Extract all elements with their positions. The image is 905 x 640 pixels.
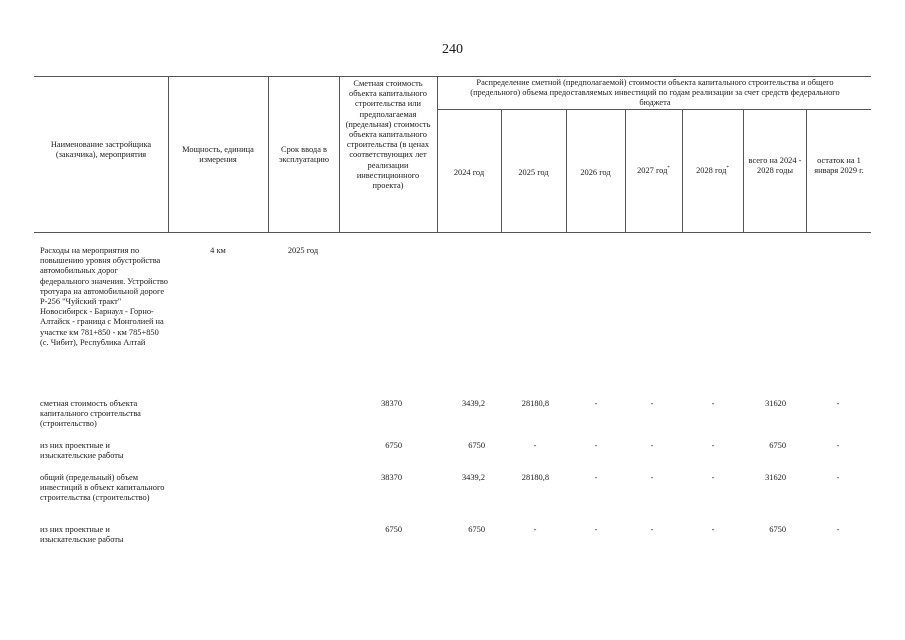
row-label: сметная стоимость объекта капитального строительства (строительство)	[40, 399, 141, 429]
page-number: 240	[442, 42, 463, 57]
row-label: общий (предельный) объем инвестиций в объект капитального строительства (строительство)	[40, 473, 165, 503]
row-2024: 6750	[468, 525, 485, 534]
col-divider	[682, 109, 683, 232]
row-remainder: -	[836, 525, 840, 534]
header-year-2027-text: 2027 год	[637, 166, 668, 175]
row-remainder: -	[836, 441, 840, 450]
header-distribution: Распределение сметной (предполагаемой) стоимости объекта капитального строительства и общего (предельного) объема предоставляемых инвестиций по годам реализации за счет средств федерального бюджета	[470, 78, 840, 108]
row-2024: 6750	[468, 441, 485, 450]
row-2025: 28180,8	[521, 399, 549, 408]
col-divider	[268, 76, 269, 232]
col-divider	[339, 76, 340, 232]
row-2028: -	[711, 441, 715, 450]
row-label: из них проектные и изыскательские работы	[40, 525, 124, 545]
row-cost: 38370	[381, 399, 402, 408]
row-total: 31620	[765, 399, 786, 408]
table-top-border	[34, 76, 871, 77]
col-divider	[168, 76, 169, 232]
header-year-2028-text: 2028 год	[696, 166, 727, 175]
header-cost: Сметная стоимость объекта капитального строительства или предполагаемая (предельная) стоимость объекта капитального строительства (в ценах соответствующих лет реализации инвестиционного проекта)	[345, 79, 431, 191]
header-total: всего на 2024 - 2028 годы	[748, 156, 802, 176]
row-2027: -	[650, 473, 654, 482]
row-remainder: -	[836, 399, 840, 408]
header-remainder: остаток на 1 января 2029 г.	[814, 156, 864, 176]
row-label: из них проектные и изыскательские работы	[40, 441, 124, 461]
col-divider	[743, 109, 744, 232]
row-2025: -	[533, 525, 537, 534]
row-cost: 6750	[385, 525, 402, 534]
project-deadline: 2025 год	[287, 246, 319, 255]
row-2025: -	[533, 441, 537, 450]
header-year-2028	[685, 166, 740, 176]
project-capacity: 4 км	[210, 246, 226, 255]
col-divider	[625, 109, 626, 232]
row-2026: -	[594, 525, 598, 534]
row-remainder: -	[836, 473, 840, 482]
table-header-bottom-border	[34, 232, 871, 233]
footnote-star: *	[667, 166, 670, 171]
row-2025: 28180,8	[521, 473, 549, 482]
row-2027: -	[650, 525, 654, 534]
row-2027: -	[650, 441, 654, 450]
row-2024: 3439,2	[461, 399, 485, 408]
row-2026: -	[594, 473, 598, 482]
project-description: Расходы на мероприятия по повышению уровня обустройства автомобильных дорог федерального значения. Устройство тротуара на автомобильной дороге Р-256 "Чуйский тракт" Новосибирск - Барнаул - Горно-Алтайск - граница с Монголией на участке км 781+850 - км 785+850 (с. Чибит), Республика Алтай	[40, 246, 168, 347]
header-deadline: Срок ввода в эксплуатацию	[278, 145, 330, 165]
row-total: 31620	[765, 473, 786, 482]
row-2028: -	[711, 473, 715, 482]
header-name: Наименование застройщика (заказчика), мероприятия	[50, 140, 152, 160]
row-2026: -	[594, 441, 598, 450]
row-2027: -	[650, 399, 654, 408]
row-2028: -	[711, 525, 715, 534]
header-capacity: Мощность, единица измерения	[182, 145, 254, 165]
row-2024: 3439,2	[461, 473, 485, 482]
col-divider	[806, 109, 807, 232]
col-divider	[501, 109, 502, 232]
header-year-2025: 2025 год	[518, 168, 549, 177]
row-total: 6750	[769, 525, 786, 534]
row-cost: 6750	[385, 441, 402, 450]
header-year-2027	[628, 166, 679, 176]
row-total: 6750	[769, 441, 786, 450]
footnote-star: *	[726, 166, 729, 171]
row-2028: -	[711, 399, 715, 408]
header-year-2024: 2024 год	[453, 168, 485, 177]
col-divider	[437, 76, 438, 232]
row-2026: -	[594, 399, 598, 408]
header-year-2026: 2026 год	[580, 168, 611, 177]
col-divider	[566, 109, 567, 232]
row-cost: 38370	[381, 473, 402, 482]
